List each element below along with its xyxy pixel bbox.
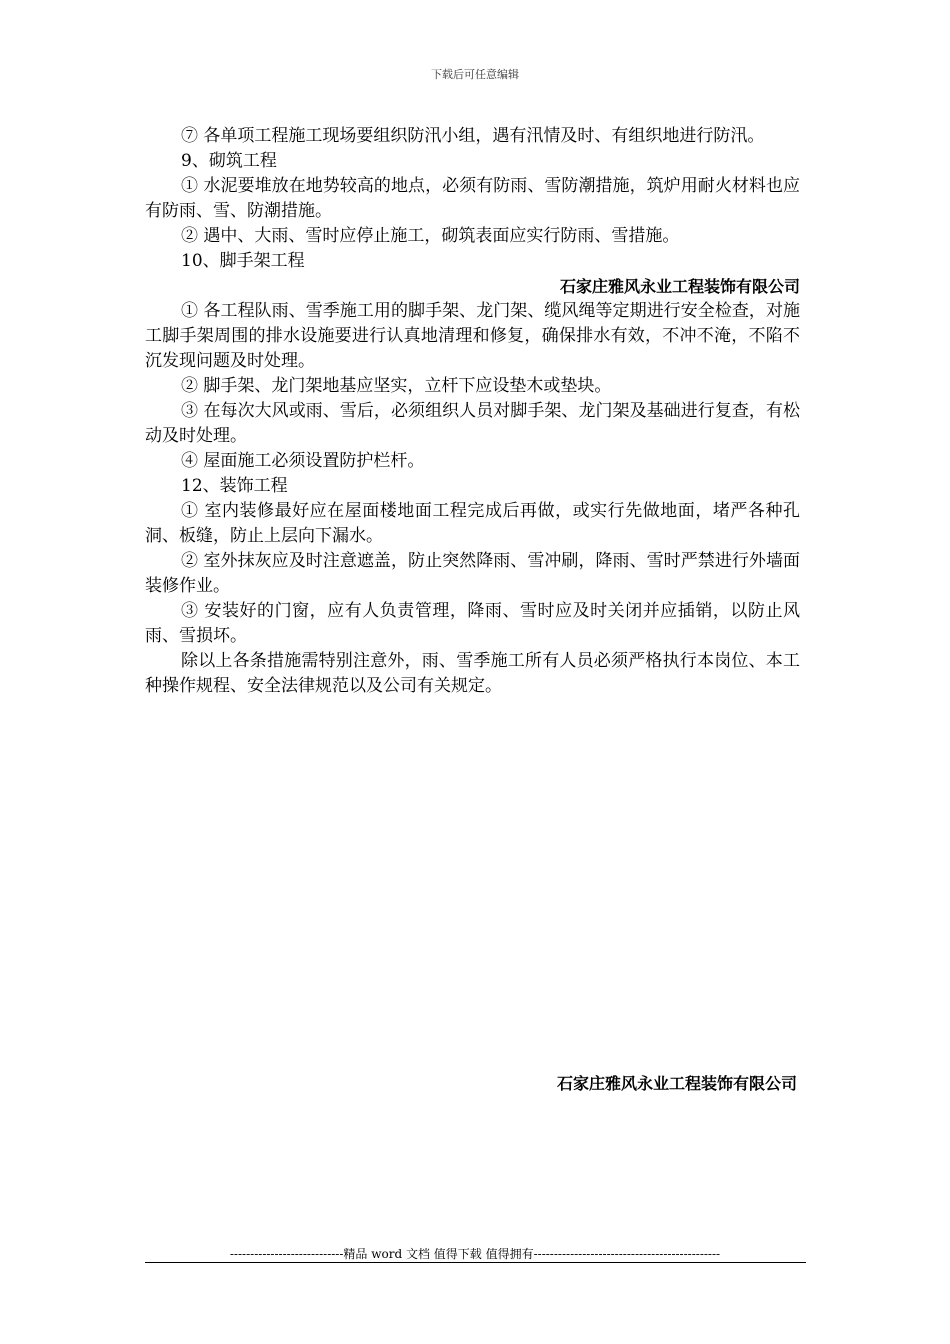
body-paragraph: 除以上各条措施需特别注意外，雨、雪季施工所有人员必须严格执行本岗位、本工种操作规程、安全法律规范以及公司有关规定。 — [145, 651, 800, 696]
document-body — [145, 124, 800, 699]
body-paragraph: ① 室内装修最好应在屋面楼地面工程完成后再做，或实行先做地面，堵严各种孔洞、板缝，防止上层向下漏水。 — [145, 501, 800, 546]
body-paragraph: ③ 在每次大风或雨、雪后，必须组织人员对脚手架、龙门架及基础进行复查，有松动及时处理。 — [145, 401, 800, 446]
section-heading: 10、脚手架工程 — [181, 251, 305, 271]
body-paragraph: ② 脚手架、龙门架地基应坚实，立杆下应设垫木或垫块。 — [181, 376, 612, 396]
section-heading: 12、装饰工程 — [181, 476, 288, 496]
body-paragraph: ① 水泥要堆放在地势较高的地点，必须有防雨、雪防潮措施，筑炉用耐火材料也应有防雨、雪、防潮措施。 — [145, 176, 800, 221]
body-paragraph: ① 各工程队雨、雪季施工用的脚手架、龙门架、缆风绳等定期进行安全检查，对施工脚手架周围的排水设施要进行认真地清理和修复，确保排水有效，不冲不淹，不陷不沉发现问题及时处理。 — [145, 301, 800, 371]
body-paragraph: ④ 屋面施工必须设置防护栏杆。 — [181, 451, 425, 471]
section-heading: 9、砌筑工程 — [181, 151, 277, 171]
body-paragraph: ③ 安装好的门窗，应有人负责管理，降雨、雪时应及时关闭并应插销，以防止风雨、雪损坏。 — [145, 601, 800, 646]
body-paragraph: ⑦ 各单项工程施工现场要组织防汛小组，遇有汛情及时、有组织地进行防汛。 — [181, 126, 765, 146]
company-name: 石家庄雅风永业工程装饰有限公司 — [559, 277, 800, 296]
page-header-note: 下载后可任意编辑 — [431, 68, 519, 81]
body-paragraph: ② 遇中、大雨、雪时应停止施工，砌筑表面应实行防雨、雪措施。 — [181, 226, 680, 246]
company-name-bottom: 石家庄雅风永业工程装饰有限公司 — [556, 1074, 797, 1093]
body-paragraph: ② 室外抹灰应及时注意遮盖，防止突然降雨、雪冲刷，降雨、雪时严禁进行外墙面装修作业。 — [145, 551, 800, 596]
footer-rule — [145, 1262, 806, 1263]
page-footer-text: ----------------------------精品 word 文档 值得下载 值得拥有---------------------------------------------- — [229, 1247, 721, 1261]
